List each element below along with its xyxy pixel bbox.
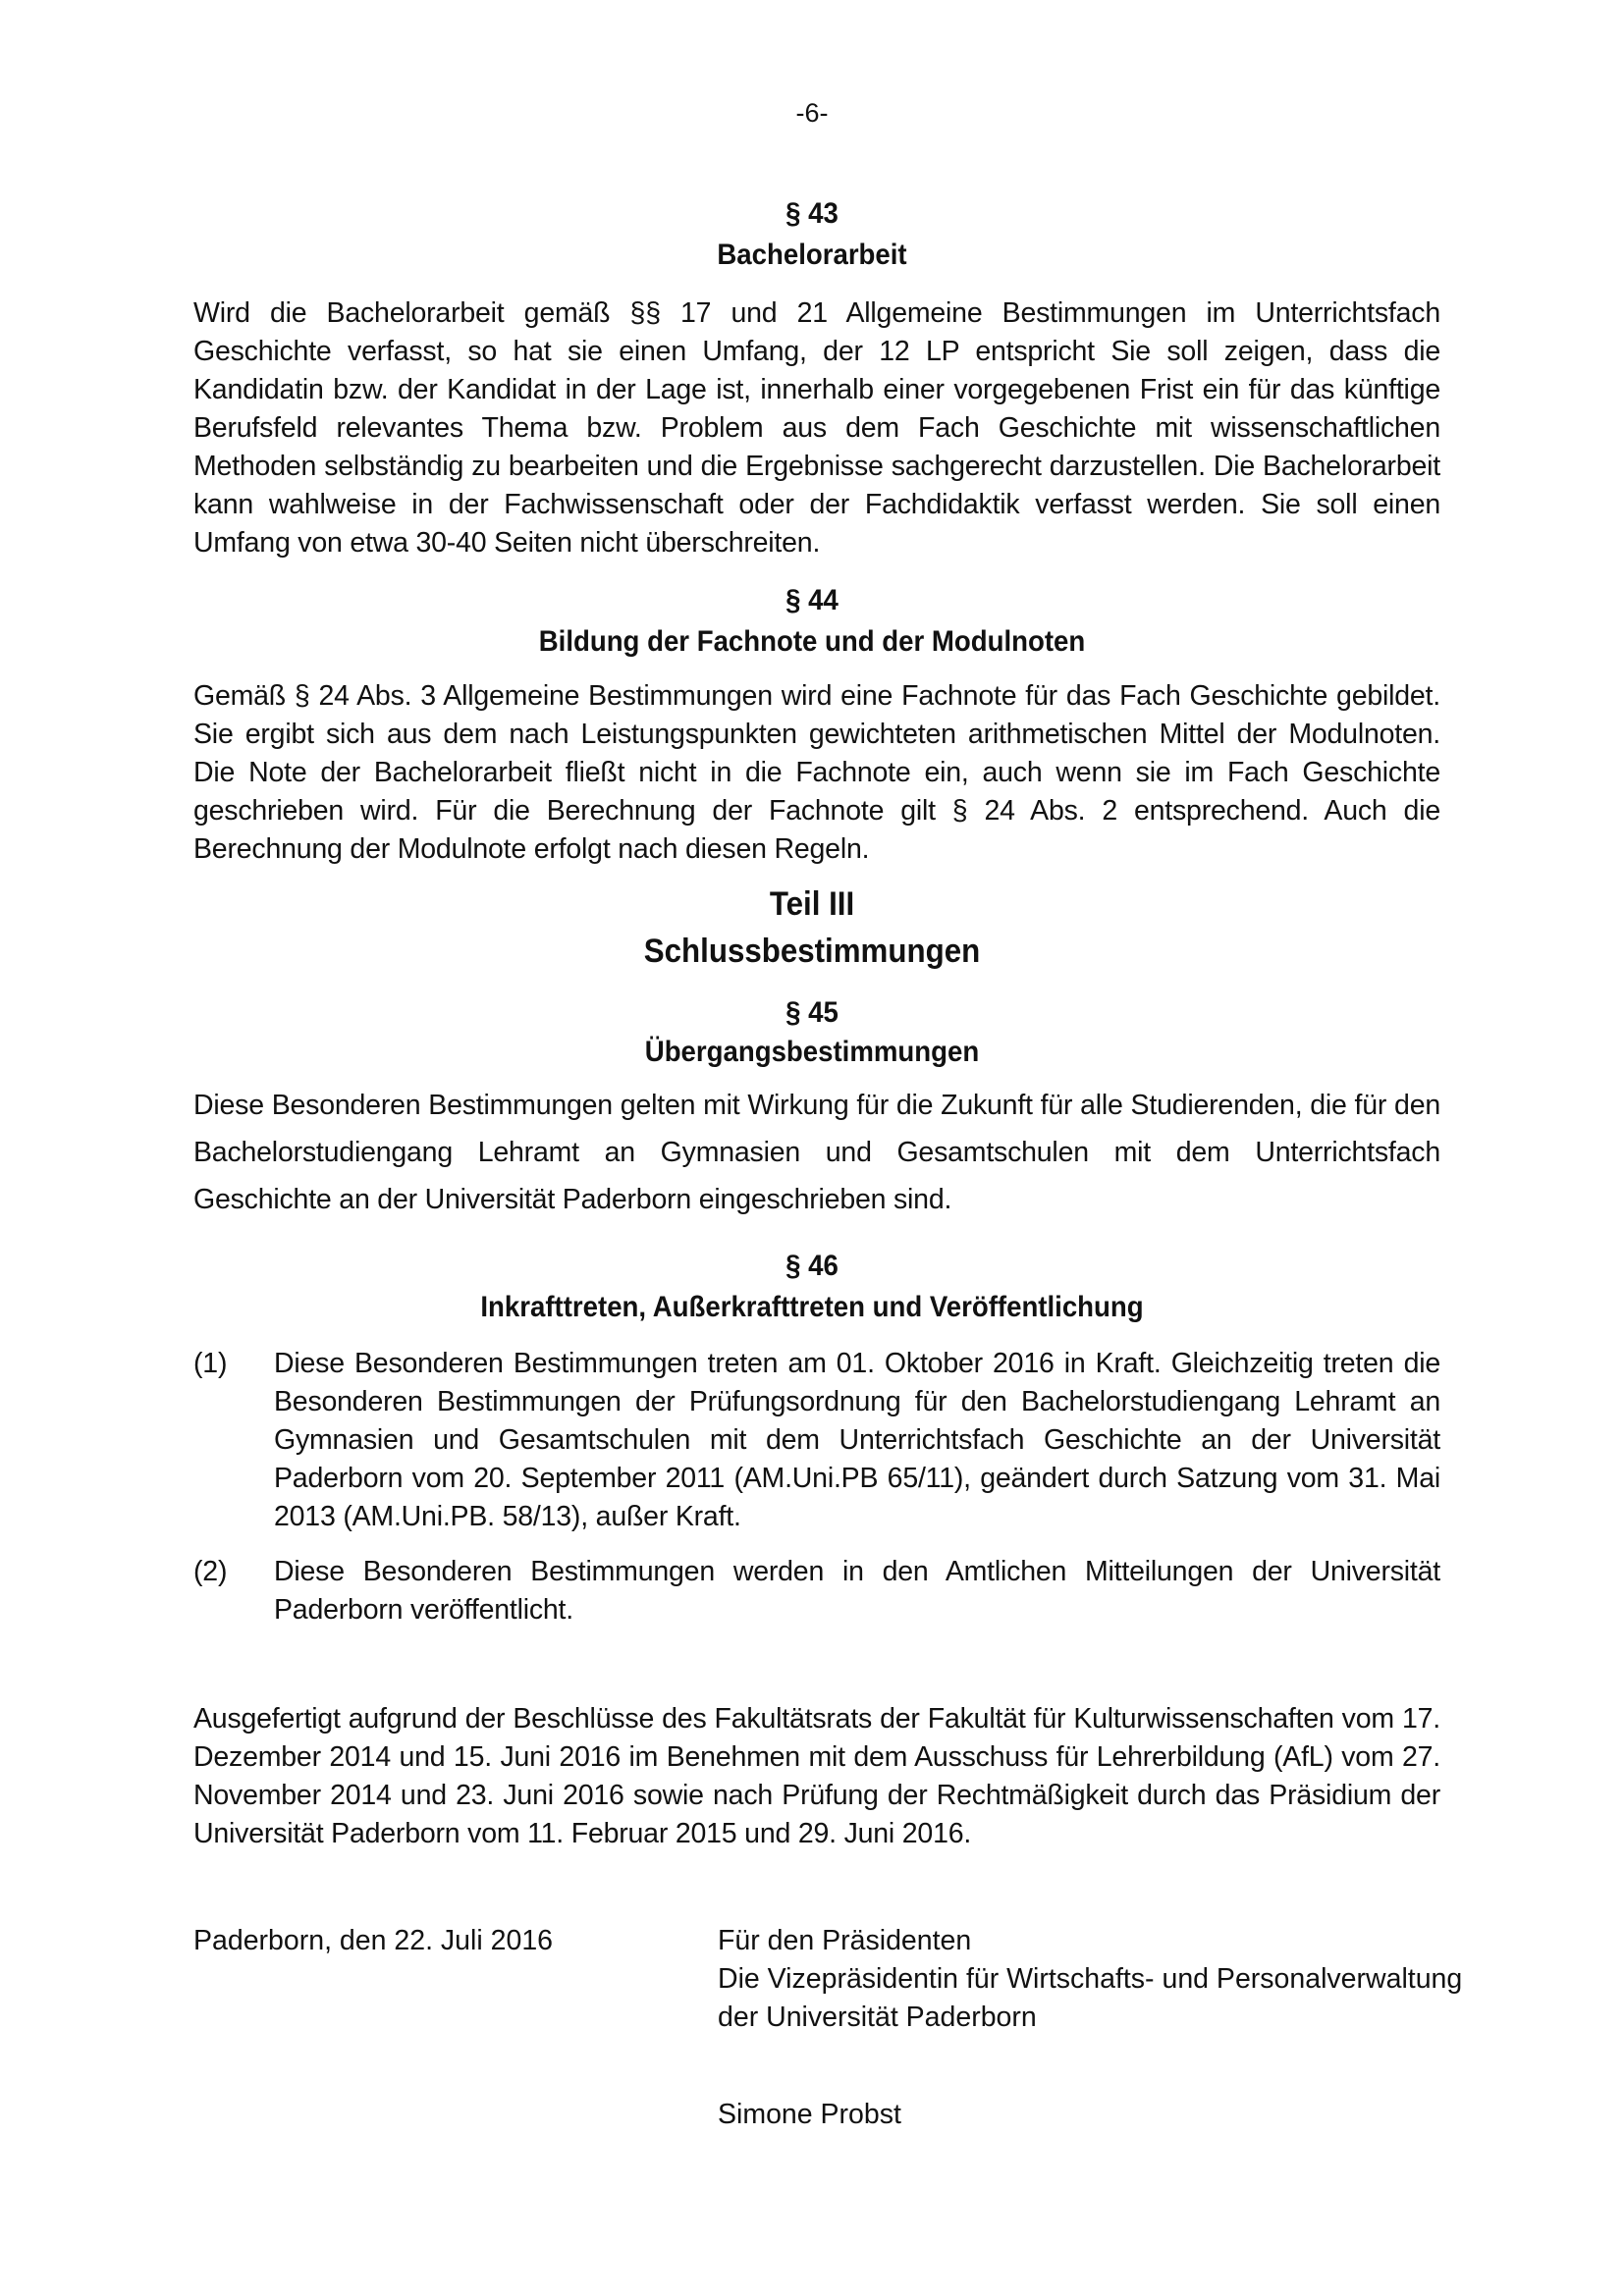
signatory-line-2: Die Vizepräsidentin für Wirtschafts- und Personalverwaltung xyxy=(718,1963,1463,1995)
item-text: Diese Besonderen Bestimmungen treten am 01. Oktober 2016 in Kraft. Gleichzeitig treten die Besonderen Bestimmungen der Prüfungsordnung für den Bachelorstudiengang Lehramt an Gymnasien und Gesamtschulen mit dem Unterrichtsfach Geschichte an der Universität Paderborn vom 20. September 2011 (AM.Uni.PB 65/11), geändert durch Satzung vom 31. Mai 2013 (AM.Uni.PB. 58/13), außer Kraft. xyxy=(274,1348,1440,1532)
section-45-title: Übergangsbestimmungen xyxy=(644,1036,980,1068)
part-3-number: Teil III xyxy=(769,885,855,923)
section-45-body: Diese Besonderen Bestimmungen gelten mit Wirkung für die Zukunft für alle Studierenden, die für den Bachelorstudiengang Lehramt an Gymnasien und Gesamtschulen mit dem Unterrichtsfach Geschichte an der Universität Paderborn eingeschrieben sind. xyxy=(193,1090,1440,1215)
section-43-title: Bachelorarbeit xyxy=(717,239,907,271)
page-number: -6- xyxy=(795,98,829,128)
signatory-line-1: Für den Präsidenten xyxy=(718,1925,972,1956)
section-46-item-2 xyxy=(193,1553,1440,1629)
item-number: (1) xyxy=(193,1348,228,1379)
section-45-number: § 45 xyxy=(785,996,839,1029)
section-43-body: Wird die Bachelorarbeit gemäß §§ 17 und 21 Allgemeine Bestimmungen im Unterrichtsfach Geschichte verfasst, so hat sie einen Umfang, der 12 LP entspricht Sie soll zeigen, dass die Kandidatin bzw. der Kandidat in der Lage ist, innerhalb einer vorgegebenen Frist ein für das künftige Berufsfeld relevantes Thema bzw. Problem aus dem Fach Geschichte mit wissenschaftlichen Methoden selbständig zu bearbeiten und die Ergebnisse sachgerecht darzustellen. Die Bachelorarbeit kann wahlweise in der Fachwissenschaft oder der Fachdidaktik verfasst werden. Sie soll einen Umfang von etwa 30-40 Seiten nicht überschreiten. xyxy=(193,297,1440,559)
signatory-name: Simone Probst xyxy=(718,2099,901,2130)
signatory-block xyxy=(718,1922,1462,2037)
place-date: Paderborn, den 22. Juli 2016 xyxy=(193,1925,554,1956)
item-text: Diese Besonderen Bestimmungen werden in den Amtlichen Mitteilungen der Universität Paderborn veröffentlicht. xyxy=(274,1556,1440,1626)
section-44-title: Bildung der Fachnote und der Modulnoten xyxy=(538,625,1086,658)
part-3-title: Schlussbestimmungen xyxy=(643,933,981,970)
section-44-body: Gemäß § 24 Abs. 3 Allgemeine Bestimmungen wird eine Fachnote für das Fach Geschichte gebildet. Sie ergibt sich aus dem nach Leistungspunkten gewichteten arithmetischen Mittel der Modulnoten. Die Note der Bachelorarbeit fließt nicht in die Fachnote ein, auch wenn sie im Fach Geschichte geschrieben wird. Für die Berechnung der Fachnote gilt § 24 Abs. 2 entsprechend. Auch die Berechnung der Modulnote erfolgt nach diesen Regeln. xyxy=(193,680,1440,865)
item-number: (2) xyxy=(193,1556,228,1587)
closing-paragraph: Ausgefertigt aufgrund der Beschlüsse des Fakultätsrats der Fakultät für Kulturwissenschaften vom 17. Dezember 2014 und 15. Juni 2016 im Benehmen mit dem Ausschuss für Lehrerbildung (AfL) vom 27. November 2014 und 23. Juni 2016 sowie nach Prüfung der Rechtmäßigkeit durch das Präsidium der Universität Paderborn vom 11. Februar 2015 und 29. Juni 2016. xyxy=(193,1703,1440,1849)
section-46-number: § 46 xyxy=(785,1250,839,1282)
signatory-line-3: der Universität Paderborn xyxy=(718,2002,1037,2033)
section-43-number: § 43 xyxy=(785,197,839,230)
section-46-item-1 xyxy=(193,1345,1440,1536)
section-44-number: § 44 xyxy=(785,584,839,616)
section-46-title: Inkrafttreten, Außerkrafttreten und Veröffentlichung xyxy=(480,1291,1144,1323)
